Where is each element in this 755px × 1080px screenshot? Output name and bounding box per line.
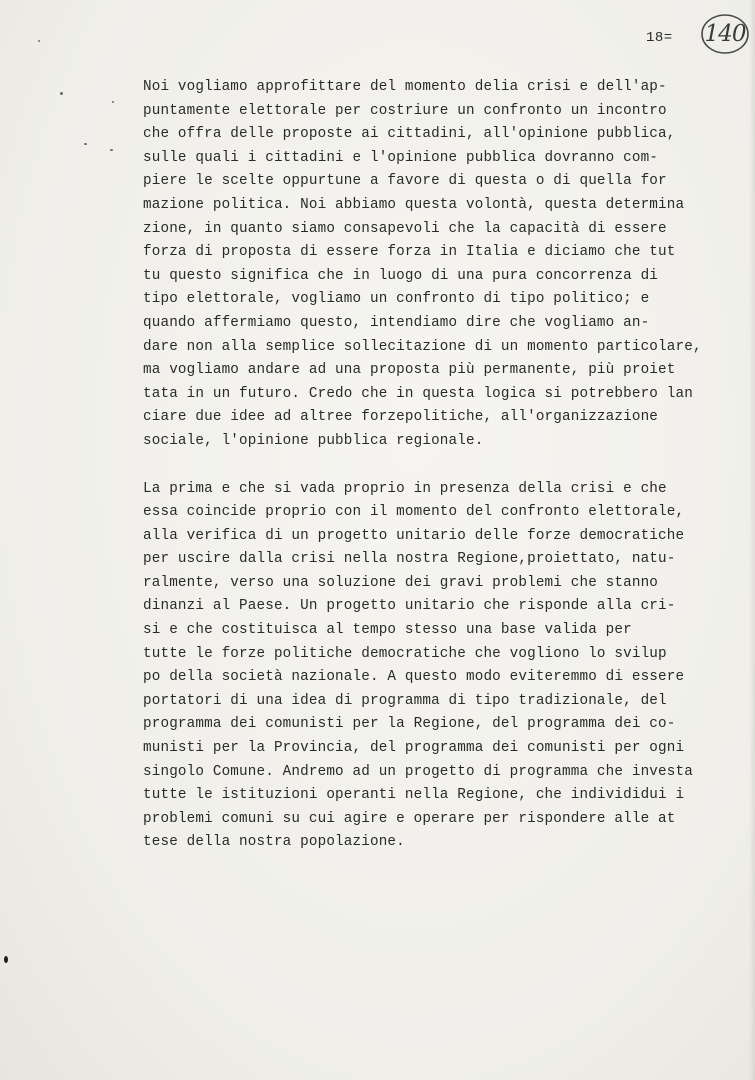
text-line: tu questo significa che in luogo di una pura concorrenza di bbox=[143, 267, 659, 284]
text-line: ma vogliamo andare ad una proposta più permanente, più proiet bbox=[143, 362, 676, 379]
text-line: che offra delle proposte ai cittadini, all'opinione pubblica, bbox=[143, 126, 676, 143]
folio-number-text: 140 bbox=[704, 21, 746, 47]
margin-speck bbox=[38, 40, 40, 42]
text-line: programma dei comunisti per la Regione, del programma dei co- bbox=[143, 716, 676, 733]
text-line: problemi comuni su cui agire e operare per rispondere alle at bbox=[143, 810, 676, 827]
text-line: Noi vogliamo approfittare del momento delia crisi e dell'ap- bbox=[143, 79, 667, 95]
text-line: tipo elettorale, vogliamo un confronto di tipo politico; e bbox=[143, 291, 650, 308]
text-line: tutte le forze politiche democratiche che vogliono lo svilup bbox=[143, 645, 667, 662]
text-line: ciare due idee ad altree forzepolitiche, all'organizzazione bbox=[143, 409, 659, 426]
paragraph-1 bbox=[143, 76, 733, 454]
margin-speck bbox=[110, 149, 113, 151]
handwritten-folio-number bbox=[700, 12, 750, 56]
text-line: dinanzi al Paese. Un progetto unitario che risponde alla cri- bbox=[143, 598, 676, 615]
text-line: La prima e che si vada proprio in presenza della crisi e che bbox=[143, 480, 667, 497]
text-line: tutte le istituzioni operanti nella Regione, che individidui i bbox=[143, 787, 685, 804]
page-number: 18= bbox=[646, 30, 673, 46]
text-line: sulle quali i cittadini e l'opinione pubblica dovranno com- bbox=[143, 149, 659, 166]
text-line: tese della nostra popolazione. bbox=[143, 834, 405, 851]
margin-speck bbox=[112, 101, 114, 103]
text-line: zione, in quanto siamo consapevoli che la capacità di essere bbox=[143, 220, 667, 237]
text-line: ralmente, verso una soluzione dei gravi problemi che stanno bbox=[143, 574, 659, 591]
text-line: singolo Comune. Andremo ad un progetto di programma che investa bbox=[143, 763, 693, 780]
page-edge-shadow bbox=[749, 0, 755, 1080]
text-line: puntamente elettorale per costriure un confronto un incontro bbox=[143, 102, 667, 119]
text-line: po della società nazionale. A questo modo eviteremmo di essere bbox=[143, 669, 685, 686]
text-line: munisti per la Provincia, del programma dei comunisti per ogni bbox=[143, 740, 685, 757]
text-line: dare non alla semplice sollecitazione di un momento particolare, bbox=[143, 338, 702, 355]
text-line: piere le scelte oppurtune a favore di questa o di quella for bbox=[143, 173, 667, 190]
paragraph-2 bbox=[143, 478, 733, 856]
text-line: essa coincide proprio con il momento del confronto elettorale, bbox=[143, 504, 685, 521]
margin-speck bbox=[60, 92, 63, 95]
document-body bbox=[143, 76, 733, 855]
text-line: si e che costituisca al tempo stesso una base valida per bbox=[143, 622, 632, 639]
text-line: per uscire dalla crisi nella nostra Regione,proiettato, natu- bbox=[143, 551, 676, 568]
text-line: sociale, l'opinione pubblica regionale. bbox=[143, 432, 484, 449]
text-line: quando affermiamo questo, intendiamo dire che vogliamo an- bbox=[143, 314, 650, 331]
margin-speck bbox=[4, 956, 8, 963]
text-line: mazione politica. Noi abbiamo questa volontà, questa determina bbox=[143, 196, 685, 213]
text-line: portatori di una idea di programma di tipo tradizionale, del bbox=[143, 692, 667, 709]
margin-speck bbox=[84, 143, 87, 145]
text-line: alla verifica di un progetto unitario delle forze democratiche bbox=[143, 527, 685, 544]
text-line: tata in un futuro. Credo che in questa logica si potrebbero lan bbox=[143, 385, 693, 402]
text-line: forza di proposta di essere forza in Italia e diciamo che tut bbox=[143, 244, 676, 261]
